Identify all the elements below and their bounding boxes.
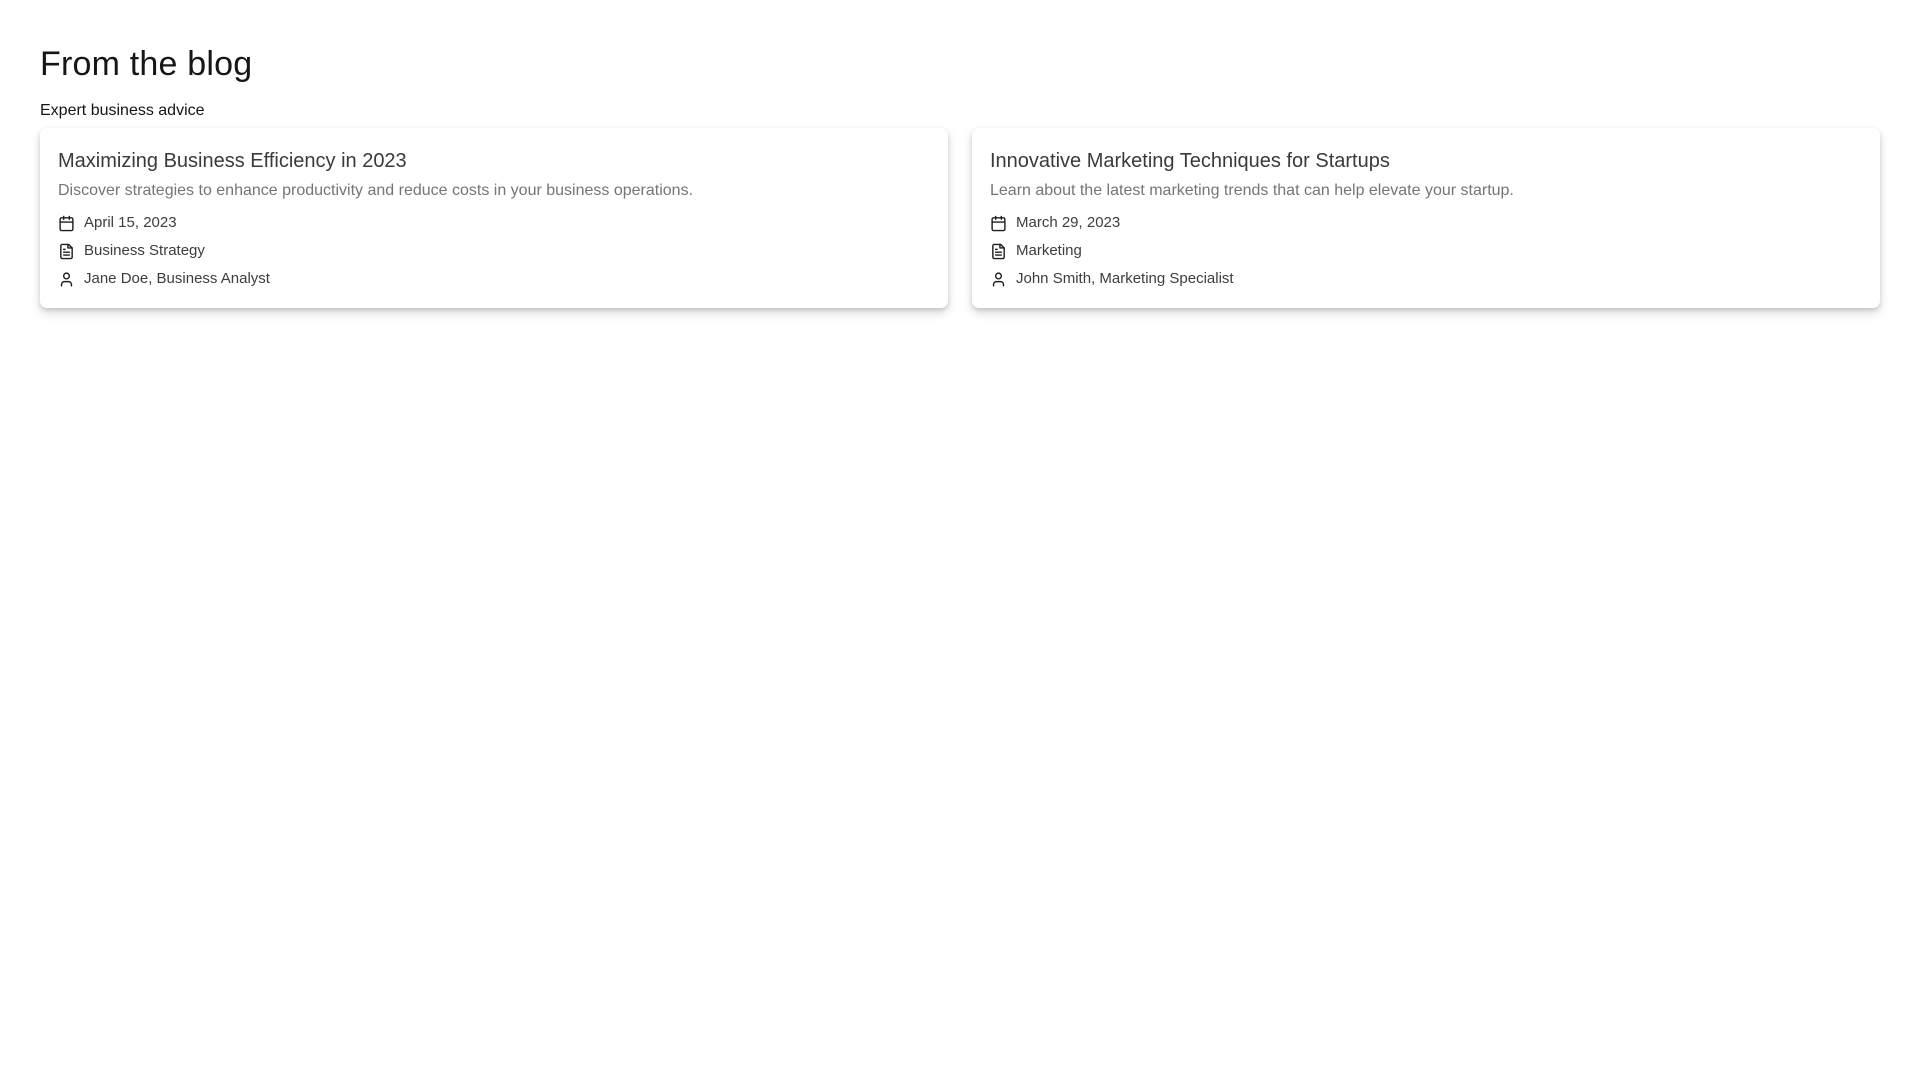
calendar-icon bbox=[990, 215, 1007, 232]
blog-post-card[interactable] bbox=[972, 128, 1880, 308]
page-title: From the blog bbox=[40, 45, 253, 83]
post-date-row bbox=[990, 214, 1862, 232]
post-date: April 15, 2023 bbox=[84, 214, 177, 232]
page-subtitle: Expert business advice bbox=[40, 101, 205, 119]
post-title: Maximizing Business Efficiency in 2023 bbox=[58, 149, 407, 172]
calendar-icon bbox=[58, 215, 75, 232]
post-author-row bbox=[58, 270, 930, 288]
post-category-row bbox=[990, 242, 1862, 260]
post-title: Innovative Marketing Techniques for Startups bbox=[990, 149, 1390, 172]
blog-post-card[interactable] bbox=[40, 128, 948, 308]
post-author-row bbox=[990, 270, 1862, 288]
user-icon bbox=[990, 271, 1007, 288]
post-date: March 29, 2023 bbox=[1016, 214, 1121, 232]
post-meta bbox=[58, 214, 930, 288]
blog-page bbox=[0, 0, 1920, 308]
user-icon bbox=[58, 271, 75, 288]
post-author: John Smith, Marketing Specialist bbox=[1016, 270, 1234, 288]
post-category-row bbox=[58, 242, 930, 260]
post-date-row bbox=[58, 214, 930, 232]
post-meta bbox=[990, 214, 1862, 288]
file-text-icon bbox=[58, 243, 75, 260]
post-category: Business Strategy bbox=[84, 242, 205, 260]
file-text-icon bbox=[990, 243, 1007, 260]
post-author: Jane Doe, Business Analyst bbox=[84, 270, 270, 288]
post-description: Learn about the latest marketing trends that can help elevate your startup. bbox=[990, 181, 1514, 199]
blog-cards-row bbox=[40, 128, 1880, 308]
post-category: Marketing bbox=[1016, 242, 1082, 260]
post-description: Discover strategies to enhance productivity and reduce costs in your business operations. bbox=[58, 181, 694, 199]
